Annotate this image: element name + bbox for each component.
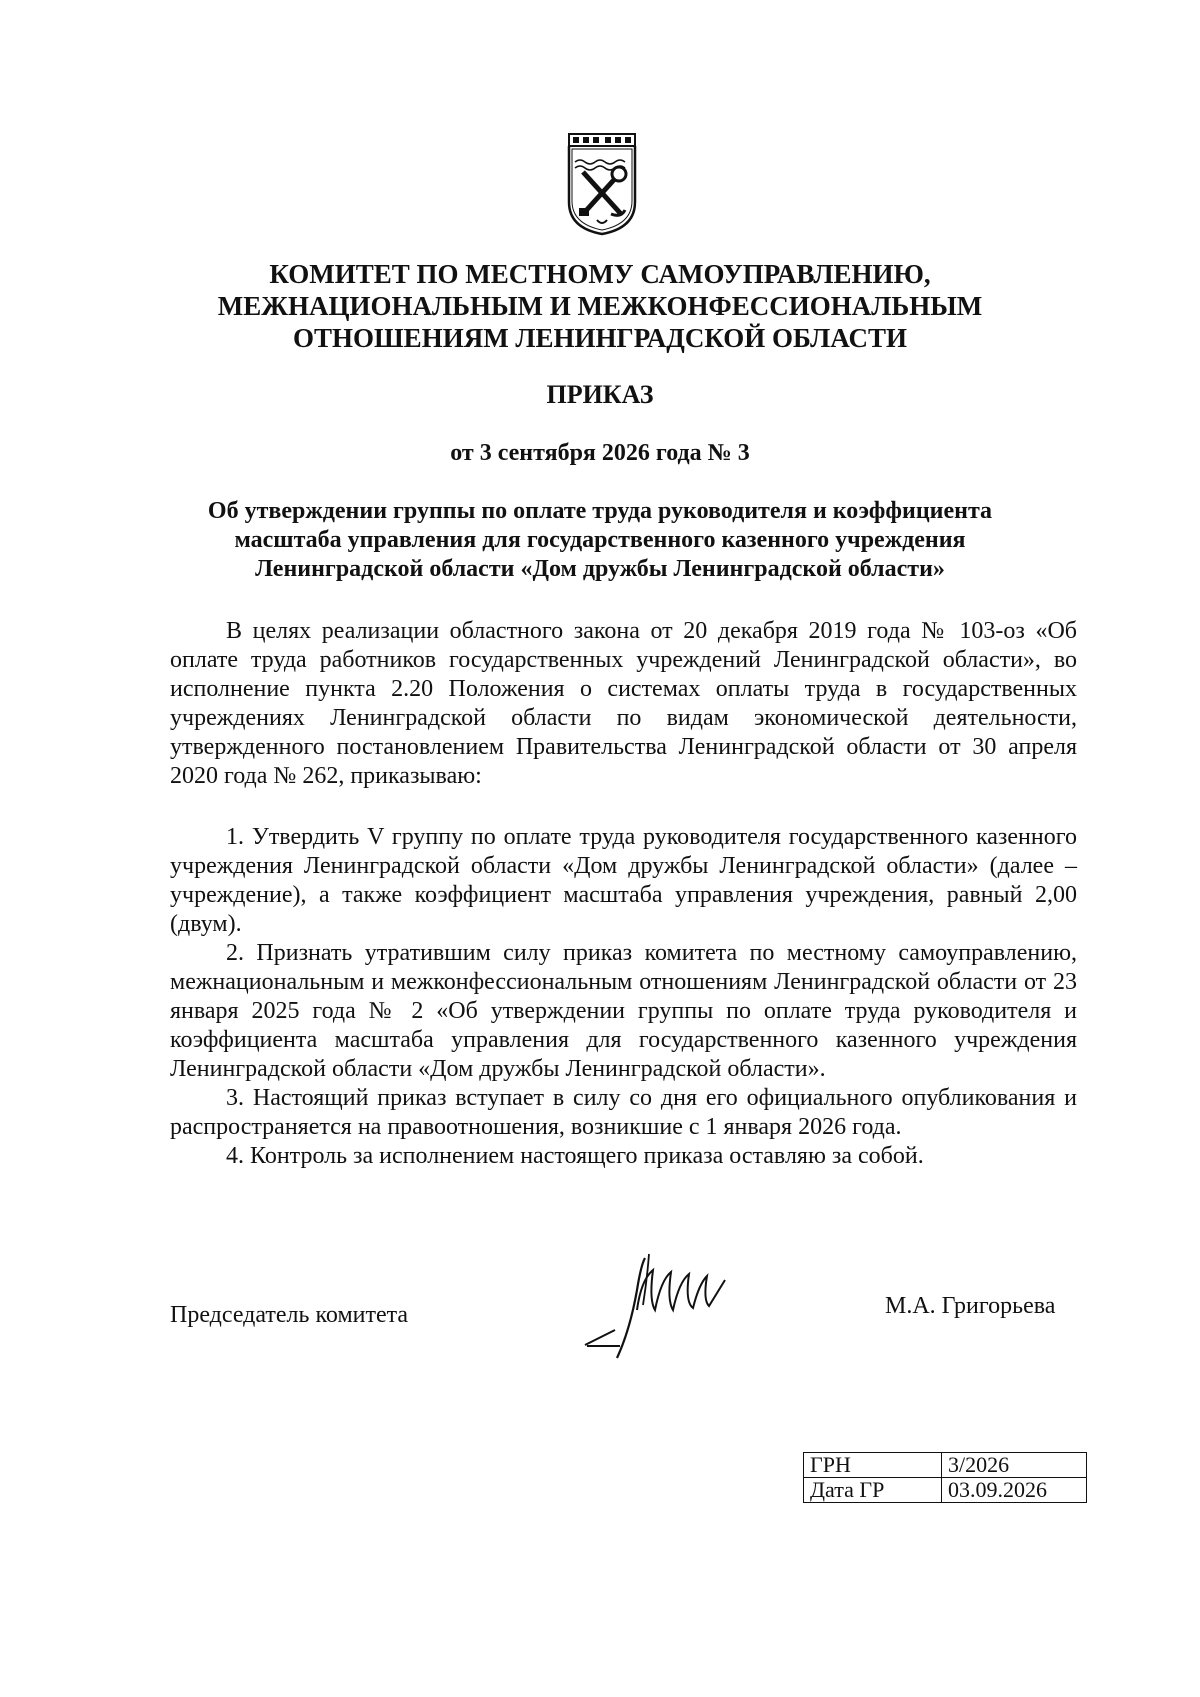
order-item-2: 2. Признать утратившим силу приказ комитета по местному самоуправлению, межнациональным и межконфессиональным отношениям Ленинградской области от 23 января 2025 года № 2 «Об утверждении группы по оплате труда руководителя и коэффициента масштаба управления для государственного казенного учреждения Ленинградской области «Дом дружбы Ленинградской области». xyxy=(170,940,1077,1082)
order-items xyxy=(170,823,1077,1171)
preamble xyxy=(170,617,1077,791)
table-row xyxy=(804,1453,1087,1478)
registration-table xyxy=(803,1452,1087,1503)
coat-of-arms-icon xyxy=(567,132,637,236)
document-date-number: от 3 сентября 2026 года № 3 xyxy=(450,440,750,466)
document-subject xyxy=(150,497,1050,584)
preamble-paragraph: В целях реализации областного закона от 20 декабря 2019 года № 103-оз «Об оплате труда работников государственных учреждений Ленинградской области», во исполнение пункта 2.20 Положения о системах оплаты труда в государственных учреждениях Ленинградской области по видам экономической деятельности, утвержденного постановлением Правительства Ленинградской области от 30 апреля 2020 года № 262, приказываю: xyxy=(170,618,1077,789)
subject-line: масштаба управления для государственного казенного учреждения xyxy=(234,527,966,553)
registration-value: 3/2026 xyxy=(942,1453,1087,1478)
registration-label: ГРН xyxy=(804,1453,942,1478)
registration-value: 03.09.2026 xyxy=(942,1478,1087,1503)
organization-line: ОТНОШЕНИЯМ ЛЕНИНГРАДСКОЙ ОБЛАСТИ xyxy=(293,323,907,353)
order-item-4: 4. Контроль за исполнением настоящего приказа оставляю за собой. xyxy=(226,1143,924,1169)
order-item-3: 3. Настоящий приказ вступает в силу со дня его официального опубликования и распространяется на правоотношения, возникшие с 1 января 2026 года. xyxy=(170,1085,1077,1140)
document-type: ПРИКАЗ xyxy=(546,380,654,409)
signer-role: Председатель комитета xyxy=(170,1302,409,1328)
signer-name: М.А. Григорьева xyxy=(885,1293,1056,1319)
subject-line: Об утверждении группы по оплате труда руководителя и коэффициента xyxy=(207,498,993,524)
registration-label: Дата ГР xyxy=(804,1478,942,1503)
organization-line: КОМИТЕТ ПО МЕСТНОМУ САМОУПРАВЛЕНИЮ, xyxy=(269,259,931,289)
handwritten-signature-icon xyxy=(575,1250,775,1360)
table-row xyxy=(804,1478,1087,1503)
organization-line: МЕЖНАЦИОНАЛЬНЫМ И МЕЖКОНФЕССИОНАЛЬНЫМ xyxy=(217,291,983,321)
order-item-1: 1. Утвердить V группу по оплате труда руководителя государственного казенного учреждения Ленинградской области «Дом дружбы Ленинградской области» (далее – учреждение), а также коэффициент масштаба управления учреждения, равный 2,00 (двум). xyxy=(170,824,1077,937)
organization-name xyxy=(150,258,1050,354)
subject-line: Ленинградской области «Дом дружбы Ленинградской области» xyxy=(255,556,945,582)
